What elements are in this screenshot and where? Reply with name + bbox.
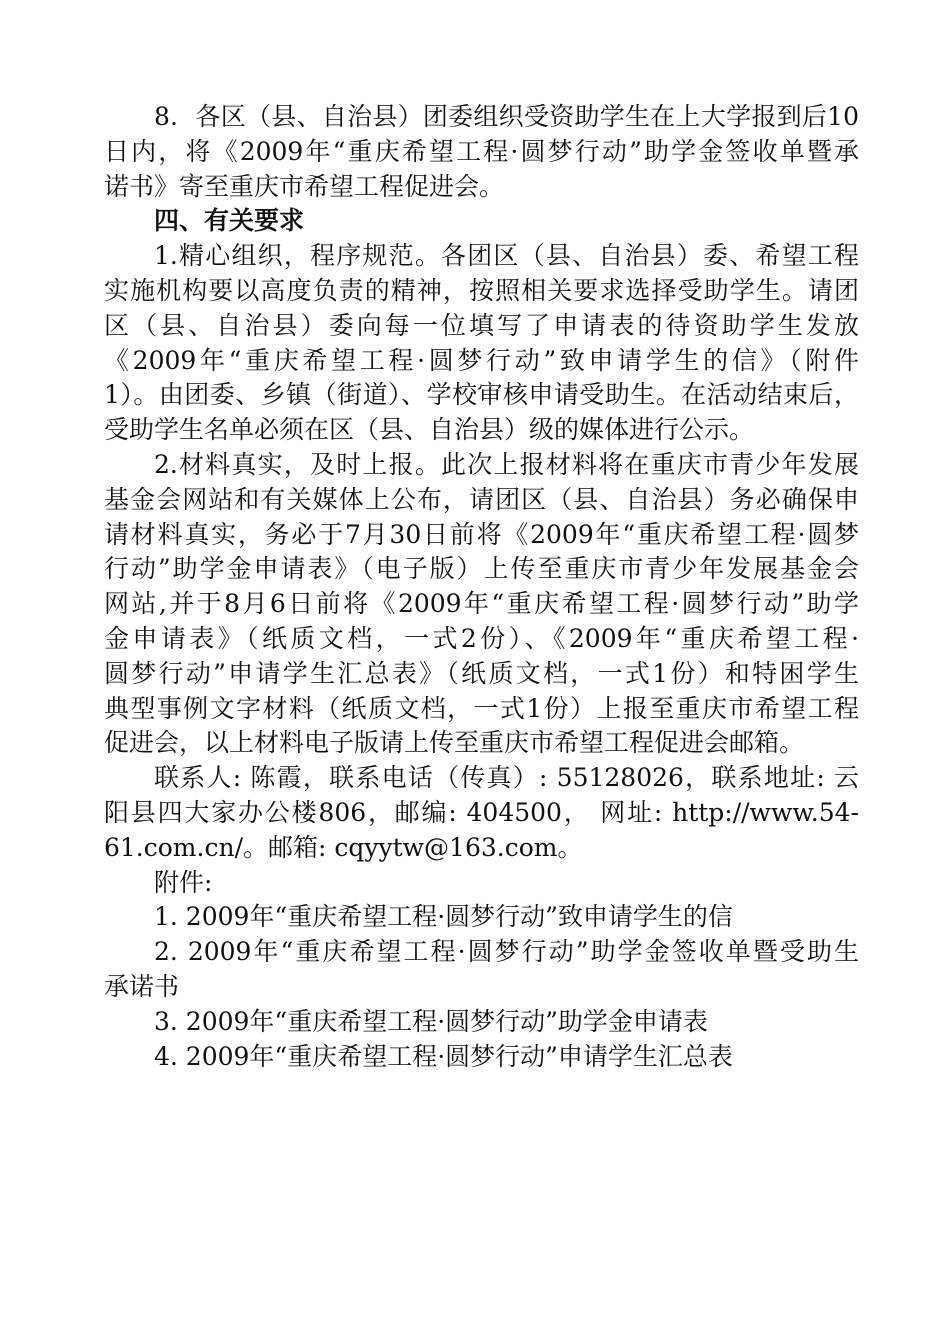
text-line: 61.com.cn/。邮箱: cqyytw@163.com。 <box>104 832 583 862</box>
text-line: 受助学生名单必须在区（县、自治县）级的媒体进行公示。 <box>104 415 755 445</box>
text-line: 1. 2009年“重庆希望工程·圆梦行动”致申请学生的信 <box>154 902 733 932</box>
document-page <box>104 100 859 1074</box>
text-line: 行动”助学金申请表》（电子版）上传至重庆市青少年发展基金会 <box>104 554 859 584</box>
text-line: 4. 2009年“重庆希望工程·圆梦行动”申请学生汇总表 <box>154 1041 733 1071</box>
text-line: 联系人: 陈霞，联系电话（传真）: 55128026，联系地址: 云 <box>154 763 859 793</box>
text-line: 1.精心组织，程序规范。各团区（县、自治县）委、希望工程 <box>154 241 859 271</box>
text-line: 实施机构要以高度负责的精神，按照相关要求选择受助学生。请团 <box>104 275 859 305</box>
text-line: 1）。由团委、乡镇（街道）、学校审核申请受助生。在活动结束后， <box>104 380 859 410</box>
text-line: 促进会，以上材料电子版请上传至重庆市希望工程促进会邮箱。 <box>104 728 805 758</box>
text-line: 网站,并于8月6日前将《2009年“重庆希望工程·圆梦行动”助学 <box>104 589 859 619</box>
text-line: 诺书》寄至重庆市希望工程促进会。 <box>104 171 505 201</box>
text-line: 3. 2009年“重庆希望工程·圆梦行动”助学金申请表 <box>154 1006 708 1036</box>
text-line: 请材料真实，务必于7月30日前将《2009年“重庆希望工程·圆梦 <box>104 519 859 549</box>
text-line: 圆梦行动”申请学生汇总表》（纸质文档，一式1份）和特困学生 <box>104 658 859 688</box>
text-line: 附件: <box>154 867 213 897</box>
text-line: 金申请表》（纸质文档，一式2份）、《2009年“重庆希望工程· <box>104 623 859 653</box>
text-line: 阳县四大家办公楼806，邮编: 404500， 网址: http://www.54- <box>104 797 859 827</box>
section-heading: 四、有关要求 <box>154 206 305 236</box>
text-line: 日内，将《2009年“重庆希望工程·圆梦行动”助学金签收单暨承 <box>104 136 859 166</box>
text-line: 《2009年“重庆希望工程·圆梦行动”致申请学生的信》（附件 <box>104 345 859 375</box>
text-line: 2.材料真实，及时上报。此次上报材料将在重庆市青少年发展 <box>154 449 859 479</box>
text-line: 2. 2009年“重庆希望工程·圆梦行动”助学金签收单暨受助生 <box>154 937 859 967</box>
text-line: 区（县、自治县）委向每一位填写了申请表的待资助学生发放 <box>104 310 859 340</box>
text-line: 基金会网站和有关媒体上公布，请团区（县、自治县）务必确保申 <box>104 484 859 514</box>
text-line: 典型事例文字材料（纸质文档，一式1份）上报至重庆市希望工程 <box>104 693 859 723</box>
text-line: 承诺书 <box>104 971 180 1001</box>
text-line: 8．各区（县、自治县）团委组织受资助学生在上大学报到后10 <box>154 102 859 131</box>
